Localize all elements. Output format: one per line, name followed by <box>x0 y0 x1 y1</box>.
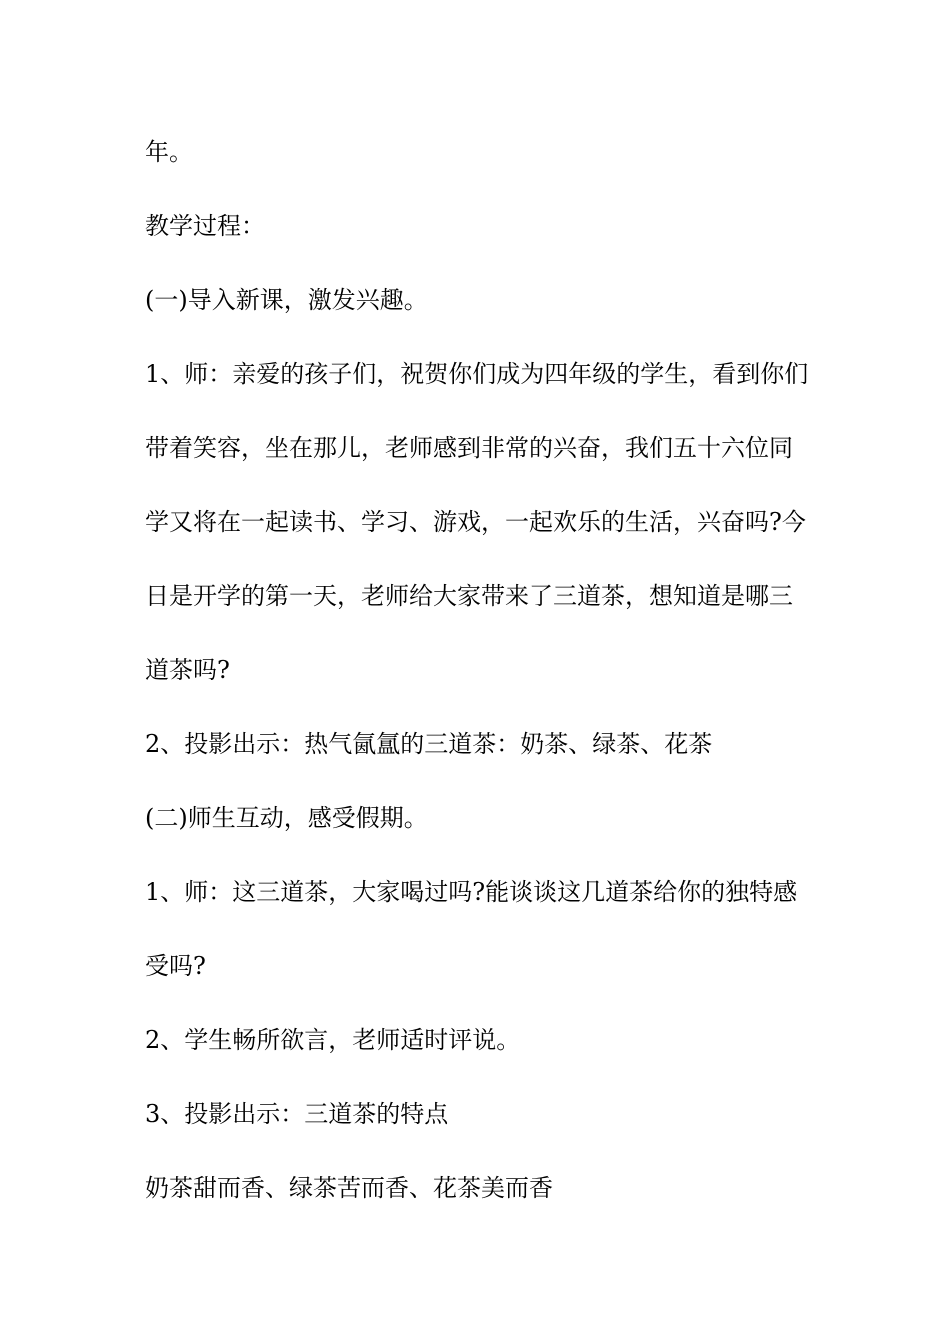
text-line: 2、投影出示：热气氤氲的三道茶：奶茶、绿茶、花茶 <box>145 730 713 758</box>
text-line: 年。 <box>145 138 193 166</box>
text-line: 日是开学的第一天，老师给大家带来了三道茶，想知道是哪三 <box>145 582 793 610</box>
text-line: 3、投影出示：三道茶的特点 <box>145 1100 449 1128</box>
text-line: 学又将在一起读书、学习、游戏，一起欢乐的生活，兴奋吗?今 <box>145 508 806 536</box>
text-line: 受吗? <box>145 952 206 980</box>
text-line: 道茶吗? <box>145 656 230 684</box>
section-heading: 教学过程： <box>145 212 265 240</box>
text-line: 带着笑容，坐在那儿，老师感到非常的兴奋，我们五十六位同 <box>145 434 793 462</box>
document-body <box>145 132 810 1242</box>
text-line: 奶茶甜而香、绿茶苦而香、花茶美而香 <box>145 1174 553 1202</box>
text-line: 1、师：亲爱的孩子们，祝贺你们成为四年级的学生，看到你们 <box>145 360 809 388</box>
subsection-heading: (一)导入新课，激发兴趣。 <box>145 286 428 314</box>
text-line: 2、学生畅所欲言，老师适时评说。 <box>145 1026 521 1054</box>
text-line: 1、师：这三道茶，大家喝过吗?能谈谈这几道茶给你的独特感 <box>145 878 798 906</box>
subsection-heading: (二)师生互动，感受假期。 <box>145 804 428 832</box>
